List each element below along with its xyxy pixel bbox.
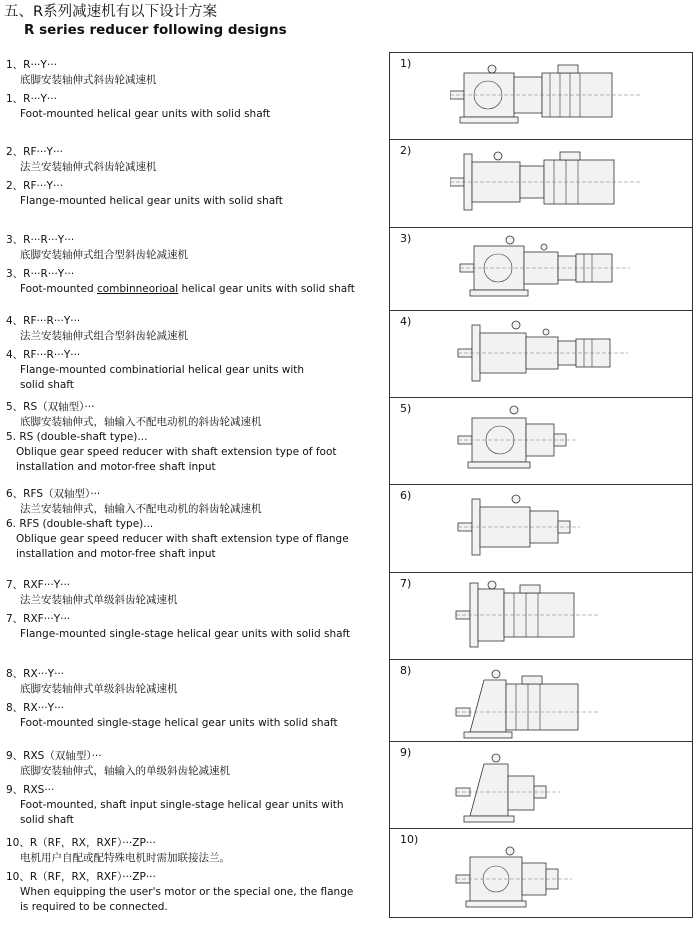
item-en-text: Flange-mounted single-stage helical gear units with solid shaft — [20, 628, 351, 640]
reducer-drawing-7 — [450, 575, 680, 657]
design-item-7 — [6, 578, 388, 642]
item-en-label: 8、RX···Y··· — [6, 702, 65, 714]
design-item-10 — [6, 836, 388, 915]
figure-cell-1 — [390, 52, 692, 139]
figure-number: 3) — [400, 232, 412, 245]
item-cn-label: 10、R（RF，RX，RXF）···ZP··· — [6, 837, 156, 849]
item-cn-text: 法兰安装轴伸式组合型斜齿轮减速机 — [20, 330, 188, 342]
item-en-underlined-word: combinneorioal — [96, 283, 179, 295]
figure-number: 4) — [400, 315, 412, 328]
item-cn-text: 底脚安装轴伸式，轴输入的单级斜齿轮减速机 — [20, 765, 230, 777]
reducer-drawing-1 — [450, 55, 680, 137]
item-en-text: When equipping the user's motor or the special one, the flange is required to be connected. — [20, 886, 354, 913]
item-en-label: 1、R···Y··· — [6, 93, 57, 105]
figure-number: 6) — [400, 489, 412, 502]
figure-number: 10) — [400, 833, 419, 846]
item-cn-text: 法兰安装轴伸式斜齿轮减速机 — [20, 161, 157, 173]
reducer-drawing-10 — [450, 831, 680, 915]
item-cn-text: 底脚安装轴伸式，轴输入不配电动机的斜齿轮减速机 — [20, 416, 262, 428]
item-en-label: 2、RF···Y··· — [6, 180, 63, 192]
item-cn-label: 2、RF···Y··· — [6, 146, 63, 158]
reducer-drawing-6 — [450, 487, 680, 569]
design-item-3 — [6, 233, 388, 297]
reducer-drawing-4 — [450, 313, 680, 395]
item-en-label: 10、R（RF，RX，RXF）···ZP··· — [6, 871, 156, 883]
figure-number: 8) — [400, 664, 412, 677]
item-en-text: Foot-mounted combinneorioal helical gear units with solid shaft — [20, 283, 355, 295]
figure-cell-8 — [390, 659, 692, 741]
reducer-drawing-8 — [450, 662, 680, 742]
figure-number: 9) — [400, 746, 412, 759]
design-item-6 — [6, 487, 388, 562]
figure-panel — [389, 52, 693, 918]
design-item-4 — [6, 314, 388, 393]
figure-cell-3 — [390, 227, 692, 310]
item-cn-label: 5、RS（双轴型）··· — [6, 401, 95, 413]
item-cn-label: 1、R···Y··· — [6, 59, 57, 71]
figure-number: 7) — [400, 577, 412, 590]
figure-number: 5) — [400, 402, 412, 415]
item-en-label: 4、RF···R···Y··· — [6, 349, 81, 361]
section-title: 五、R系列减速机有以下设计方案 — [4, 4, 218, 20]
item-cn-label: 3、R···R···Y··· — [6, 234, 75, 246]
figure-cell-5 — [390, 397, 692, 484]
item-cn-text: 底脚安装轴伸式单级斜齿轮减速机 — [20, 683, 178, 695]
item-en-text: Flange-mounted combinatiorial helical gear units with solid shaft — [20, 364, 305, 391]
reducer-drawing-5 — [450, 400, 680, 482]
section-subtitle: R series reducer following designs — [24, 22, 287, 38]
item-cn-text: 底脚安装轴伸式组合型斜齿轮减速机 — [20, 249, 188, 261]
item-cn-text: 底脚安装轴伸式斜齿轮减速机 — [20, 74, 157, 86]
design-item-8 — [6, 667, 388, 731]
item-cn-label: 9、RXS（双轴型）··· — [6, 750, 102, 762]
design-item-1 — [6, 58, 388, 122]
item-cn-label: 6、RFS（双轴型）··· — [6, 488, 101, 500]
item-en-text: Oblique gear speed reducer with shaft extension type of flange installation and motor-free shaft input — [16, 533, 349, 560]
item-en-label: 7、RXF···Y··· — [6, 613, 71, 625]
figure-number: 1) — [400, 57, 412, 70]
item-cn-label: 8、RX···Y··· — [6, 668, 65, 680]
item-cn-text: 法兰安装轴伸式单级斜齿轮减速机 — [20, 594, 178, 606]
reducer-drawing-2 — [450, 142, 680, 224]
design-item-2 — [6, 145, 388, 209]
figure-number: 2) — [400, 144, 412, 157]
item-en-text: Foot-mounted single-stage helical gear units with solid shaft — [20, 717, 338, 729]
figure-cell-10 — [390, 828, 692, 918]
item-cn-label: 4、RF···R···Y··· — [6, 315, 81, 327]
item-cn-text: 法兰安装轴伸式，轴输入不配电动机的斜齿轮减速机 — [20, 503, 262, 515]
figure-cell-6 — [390, 484, 692, 572]
item-en-text: Foot-mounted helical gear units with solid shaft — [20, 108, 271, 120]
item-cn-text: 电机用户自配或配特殊电机时需加联接法兰。 — [20, 852, 230, 864]
item-en-label: 5. RS (double-shaft type)... — [6, 431, 148, 443]
item-en-text: Oblique gear speed reducer with shaft extension type of foot installation and motor-free shaft input — [16, 446, 337, 473]
reducer-drawing-3 — [450, 230, 680, 310]
item-en-text: Flange-mounted helical gear units with solid shaft — [20, 195, 283, 207]
reducer-drawing-9 — [450, 744, 680, 826]
figure-cell-9 — [390, 741, 692, 828]
item-en-label: 6. RFS (double-shaft type)... — [6, 518, 154, 530]
figure-cell-7 — [390, 572, 692, 659]
design-item-5 — [6, 400, 388, 475]
item-cn-label: 7、RXF···Y··· — [6, 579, 71, 591]
figure-cell-2 — [390, 139, 692, 227]
item-en-label: 3、R···R···Y··· — [6, 268, 75, 280]
figure-cell-4 — [390, 310, 692, 397]
item-en-label: 9、RXS··· — [6, 784, 55, 796]
design-item-9 — [6, 749, 388, 828]
item-en-text: Foot-mounted, shaft input single-stage helical gear units with solid shaft — [20, 799, 344, 826]
